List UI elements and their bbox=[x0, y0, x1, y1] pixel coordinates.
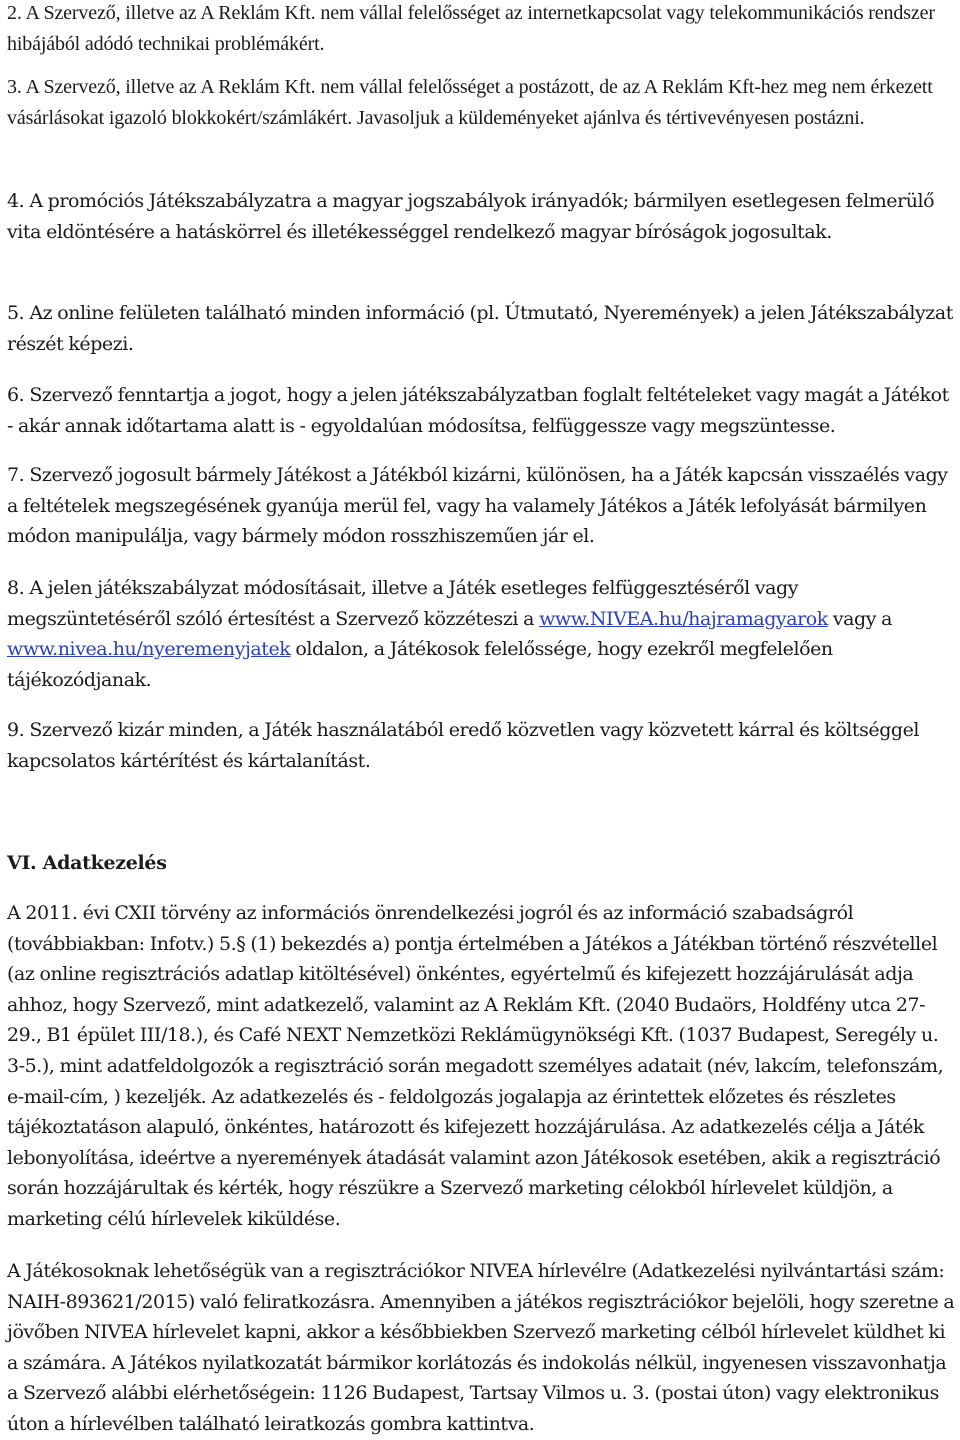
paragraph-9: 9. Szervező kizár minden, a Játék használatából eredő közvetlen vagy közvetett kárral és költséggel kapcsolatos kártérítést és kártalanítást. bbox=[7, 719, 920, 772]
paragraph-7: 7. Szervező jogosult bármely Játékost a Játékból kizárni, különösen, ha a Játék kapcsán visszaélés vagy a feltételek megszegésének gyanúja merül fel, vagy ha valamely Játékos a Játék lefolyását bármilyen módon manipulálja, vagy bármely módon rosszhiszeműen jár el. bbox=[7, 464, 948, 548]
nivea-hajramagyarok-link[interactable]: www.NIVEA.hu/hajramagyarok bbox=[539, 607, 828, 630]
nivea-nyeremenyjatek-link[interactable]: www.nivea.hu/nyeremenyjatek bbox=[7, 638, 291, 661]
paragraph-3: 3. A Szervező, illetve az A Reklám Kft. nem vállal felelősséget a postázott, de az A Reklám Kft-hez meg nem érkezett vásárlásokat igazoló blokkokért/számlákért. Javasoljuk a küldeményeket ajánlva és tértivevényesen postázni. bbox=[7, 76, 933, 129]
paragraph-8-text-end: oldalon, a Játékosok felelőssége, hogy ezekről megfelelően tájékozódjanak. bbox=[7, 638, 833, 691]
paragraph-4: 4. A promóciós Játékszabályzatra a magyar jogszabályok irányadók; bármilyen esetlegesen felmerülő vita eldöntésére a hatáskörrel és illetékességgel rendelkező magyar bíróságok jogosultak. bbox=[7, 190, 935, 243]
paragraph-2: 2. A Szervező, illetve az A Reklám Kft. nem vállal felelősséget az internetkapcsolat vagy telekommunikációs rendszer hibájából adódó technikai problémákért. bbox=[7, 2, 935, 55]
paragraph-8-text-start: 8. A jelen játékszabályzat módosításait, illetve a Játék esetleges felfüggesztéséről vagy megszüntetéséről szóló értesítést a Szervező közzéteszi a bbox=[7, 577, 799, 630]
paragraph-data-processing: A 2011. évi CXII törvény az információs önrendelkezési jogról és az információ szabadságról (továbbiakban: Infotv.) 5.§ (1) bekezdés a) pontja értelmében a Játékos a Játékban történő részvétellel (az online regisztrációs adatlap kitöltésével) önkéntes, egyértelmű és kifejezett hozzájárulását adja ahhoz, hogy Szervező, mint adatkezelő, valamint az A Reklám Kft. (2040 Budaörs, Holdfény utca 27-29., B1 épület III/18.), és Café NEXT Nemzetközi Reklámügynökségi Kft. (1037 Budapest, Seregély u. 3-5.), mint adatfeldolgozók a regisztráció során megadott személyes adatait (név, lakcím, telefonszám, e-mail-cím, ) kezeljék. Az adatkezelés és - feldolgozás jogalapja az érintettek előzetes és részletes tájékoztatáson alapuló, önkéntes, határozott és kifejezett hozzájárulása. Az adatkezelés célja a Játék lebonyolítása, ideértve a nyeremények átadását valamint azon Játékosok esetében, akik a regisztráció során hozzájárultak és kérték, hogy részükre a Szervező marketing célokból hírlevelet küldjön, a marketing célú hírlevelek kiküldése. bbox=[7, 902, 944, 1230]
paragraph-8-text-middle: vagy a bbox=[827, 607, 892, 630]
section-heading: VI. Adatkezelés bbox=[7, 852, 167, 874]
paragraph-8 bbox=[7, 573, 957, 695]
paragraph-5: 5. Az online felületen található minden információ (pl. Útmutató, Nyeremények) a jelen Játékszabályzat részét képezi. bbox=[7, 302, 953, 355]
paragraph-newsletter: A Játékosoknak lehetőségük van a regisztrációkor NIVEA hírlevélre (Adatkezelési nyilvántartási szám: NAIH-893621/2015) való feliratkozásra. Amennyiben a játékos regisztrációkor bejelöli, hogy szeretne a jövőben NIVEA hírlevelet kapni, akkor a későbbiekben Szervező marketing célból hírlevelet küldhet ki a számára. A Játékos nyilatkozatát bármikor korlátozás és indokolás nélkül, ingyenesen visszavonhatja a Szervező alábbi elérhetőségein: 1126 Budapest, Tartsay Vilmos u. 3. (postai úton) vagy elektronikus úton a hírlevélben található leiratkozás gombra kattintva. bbox=[7, 1260, 955, 1435]
paragraph-6: 6. Szervező fenntartja a jogot, hogy a jelen játékszabályzatban foglalt feltételeket vagy magát a Játékot - akár annak időtartama alatt is - egyoldalúan módosítsa, felfüggessze vagy megszüntesse. bbox=[7, 384, 949, 437]
